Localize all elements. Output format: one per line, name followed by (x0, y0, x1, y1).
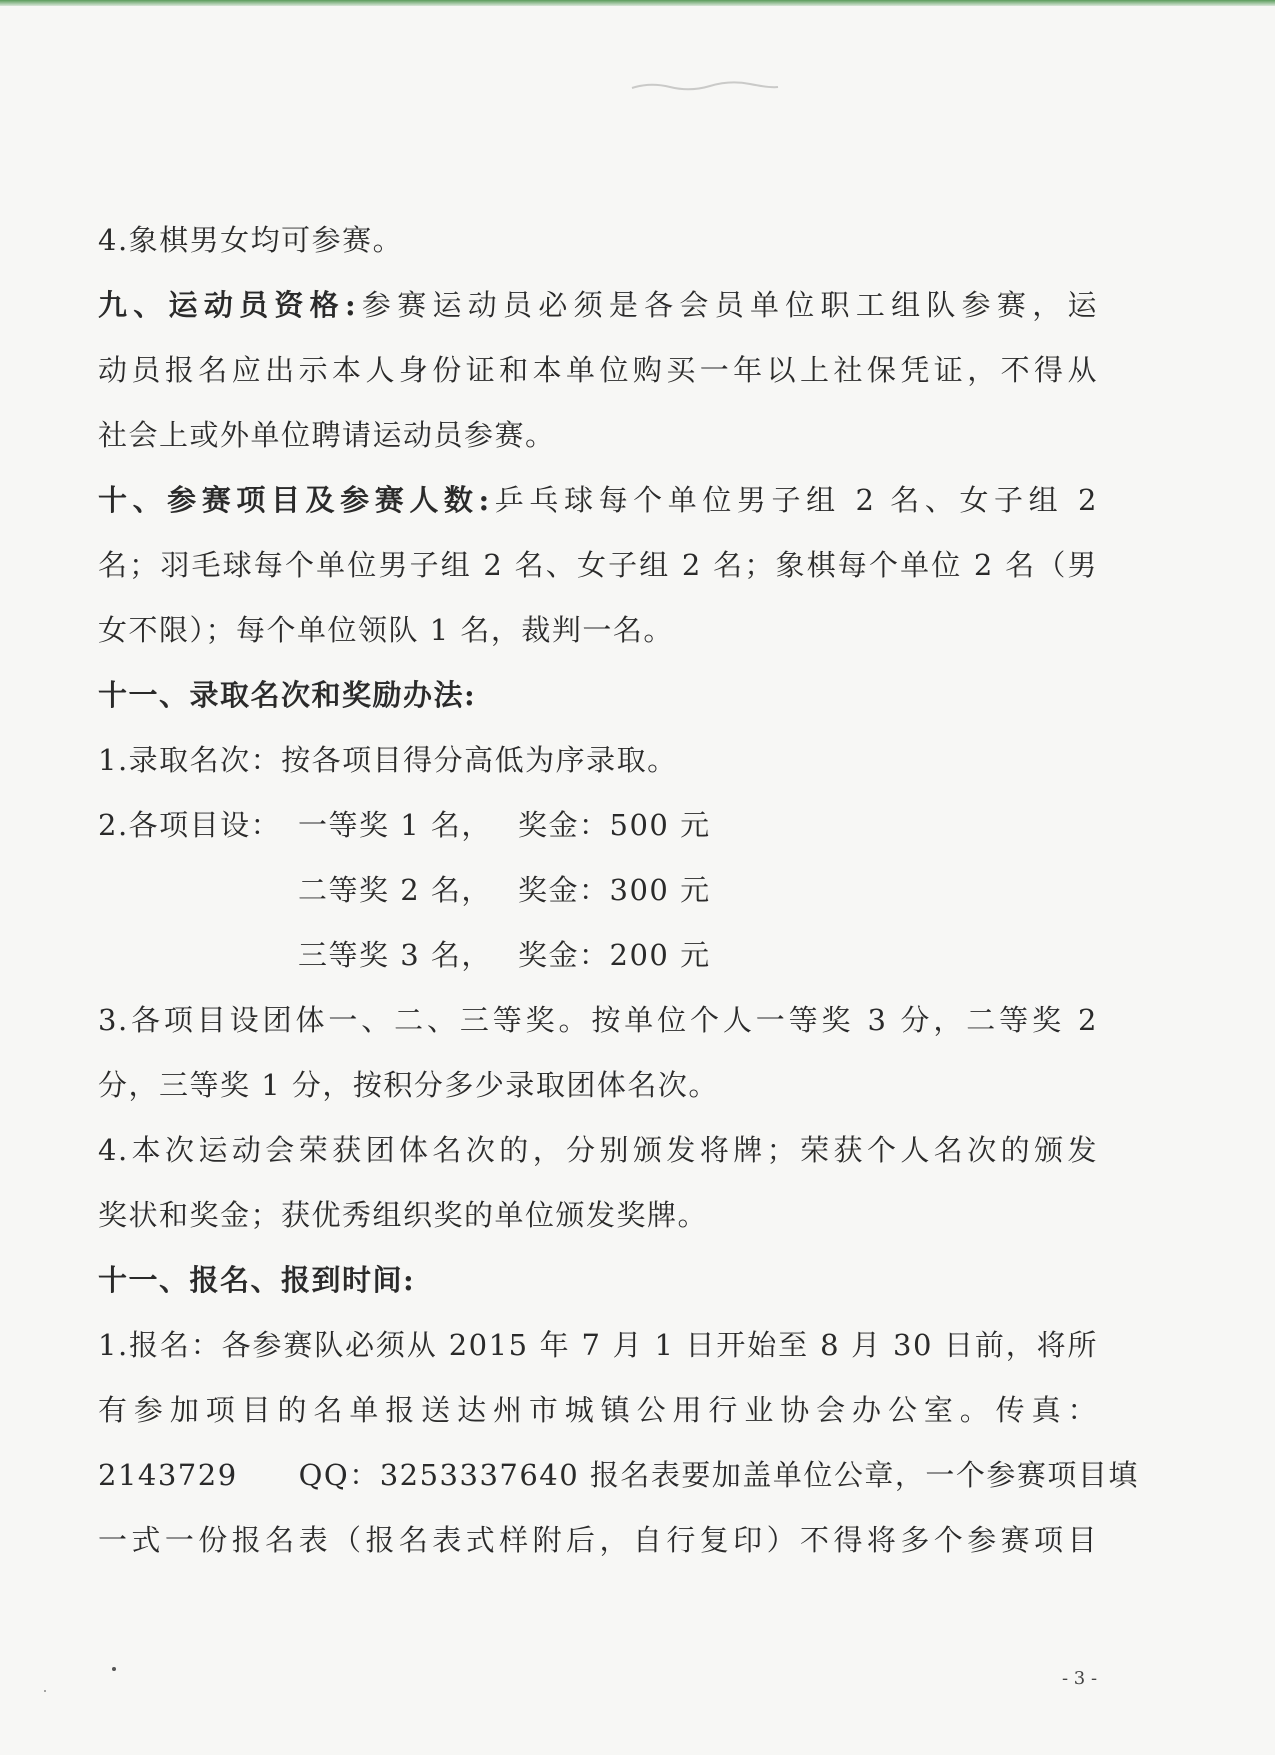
paragraph-line: 分，三等奖 1 分，按积分多少录取团体名次。 (98, 1068, 719, 1102)
section-heading: 九、运动员资格: (98, 288, 358, 322)
paragraph-line: 有参加项目的名单报送达州市城镇公用行业协会办公室。传真： (98, 1393, 1098, 1427)
prize-row (98, 858, 1098, 923)
scan-speck (44, 1690, 46, 1692)
paragraph-line: 3.各项目设团体一、二、三等奖。按单位个人一等奖 3 分，二等奖 2 (98, 1003, 1098, 1037)
scan-speck (112, 1667, 116, 1671)
paragraph-line: 4.象棋男女均可参赛。 (98, 223, 404, 257)
paragraph-line: 1.录取名次：按各项目得分高低为序录取。 (98, 743, 678, 777)
prize-amount: 奖金：200 元 (518, 938, 711, 972)
paragraph-line: 名；羽毛球每个单位男子组 2 名、女子组 2 名；象棋每个单位 2 名（男 (98, 548, 1098, 582)
prize-tier: 三等奖 3 名， (298, 938, 492, 972)
paragraph-line: 一式一份报名表（报名表式样附后，自行复印）不得将多个参赛项目 (98, 1523, 1098, 1557)
paragraph-line: 1.报名：各参赛队必须从 2015 年 7 月 1 日开始至 8 月 30 日前，将所 (98, 1328, 1098, 1362)
document-body (98, 208, 1139, 1573)
section-heading: 十、参赛项目及参赛人数: (98, 483, 491, 517)
prize-amount: 奖金：500 元 (518, 808, 711, 842)
prize-tier: 一等奖 1 名， (298, 808, 492, 842)
paragraph-line: 4.本次运动会荣获团体名次的，分别颁发将牌；荣获个人名次的颁发 (98, 1133, 1098, 1167)
section-heading: 十一、报名、报到时间: (98, 1263, 416, 1297)
prize-row (98, 923, 1098, 988)
paragraph-line: 九、运动员资格:参赛运动员必须是各会员单位职工组队参赛，运 (98, 288, 1098, 322)
prize-label: 2.各项目设： (98, 808, 282, 842)
prize-amount: 奖金：300 元 (518, 873, 711, 907)
paragraph-line: 奖状和奖金；获优秀组织奖的单位颁发奖牌。 (98, 1198, 709, 1232)
prize-tier: 二等奖 2 名， (298, 873, 492, 907)
paragraph-line: 十、参赛项目及参赛人数:乒乓球每个单位男子组 2 名、女子组 2 (98, 483, 1098, 517)
scan-top-edge (0, 0, 1275, 6)
paragraph-line: 2143729 QQ：3253337640 报名表要加盖单位公章，一个参赛项目填 (98, 1458, 1139, 1492)
page-number: - 3 - (1062, 1668, 1098, 1689)
prize-row (98, 793, 1098, 858)
scan-smudge (630, 78, 780, 94)
paragraph-line: 动员报名应出示本人身份证和本单位购买一年以上社保凭证，不得从 (98, 353, 1098, 387)
section-heading: 十一、录取名次和奖励办法: (98, 678, 477, 712)
paragraph-line: 社会上或外单位聘请运动员参赛。 (98, 418, 556, 452)
paragraph-line: 女不限）；每个单位领队 1 名，裁判一名。 (98, 613, 674, 647)
